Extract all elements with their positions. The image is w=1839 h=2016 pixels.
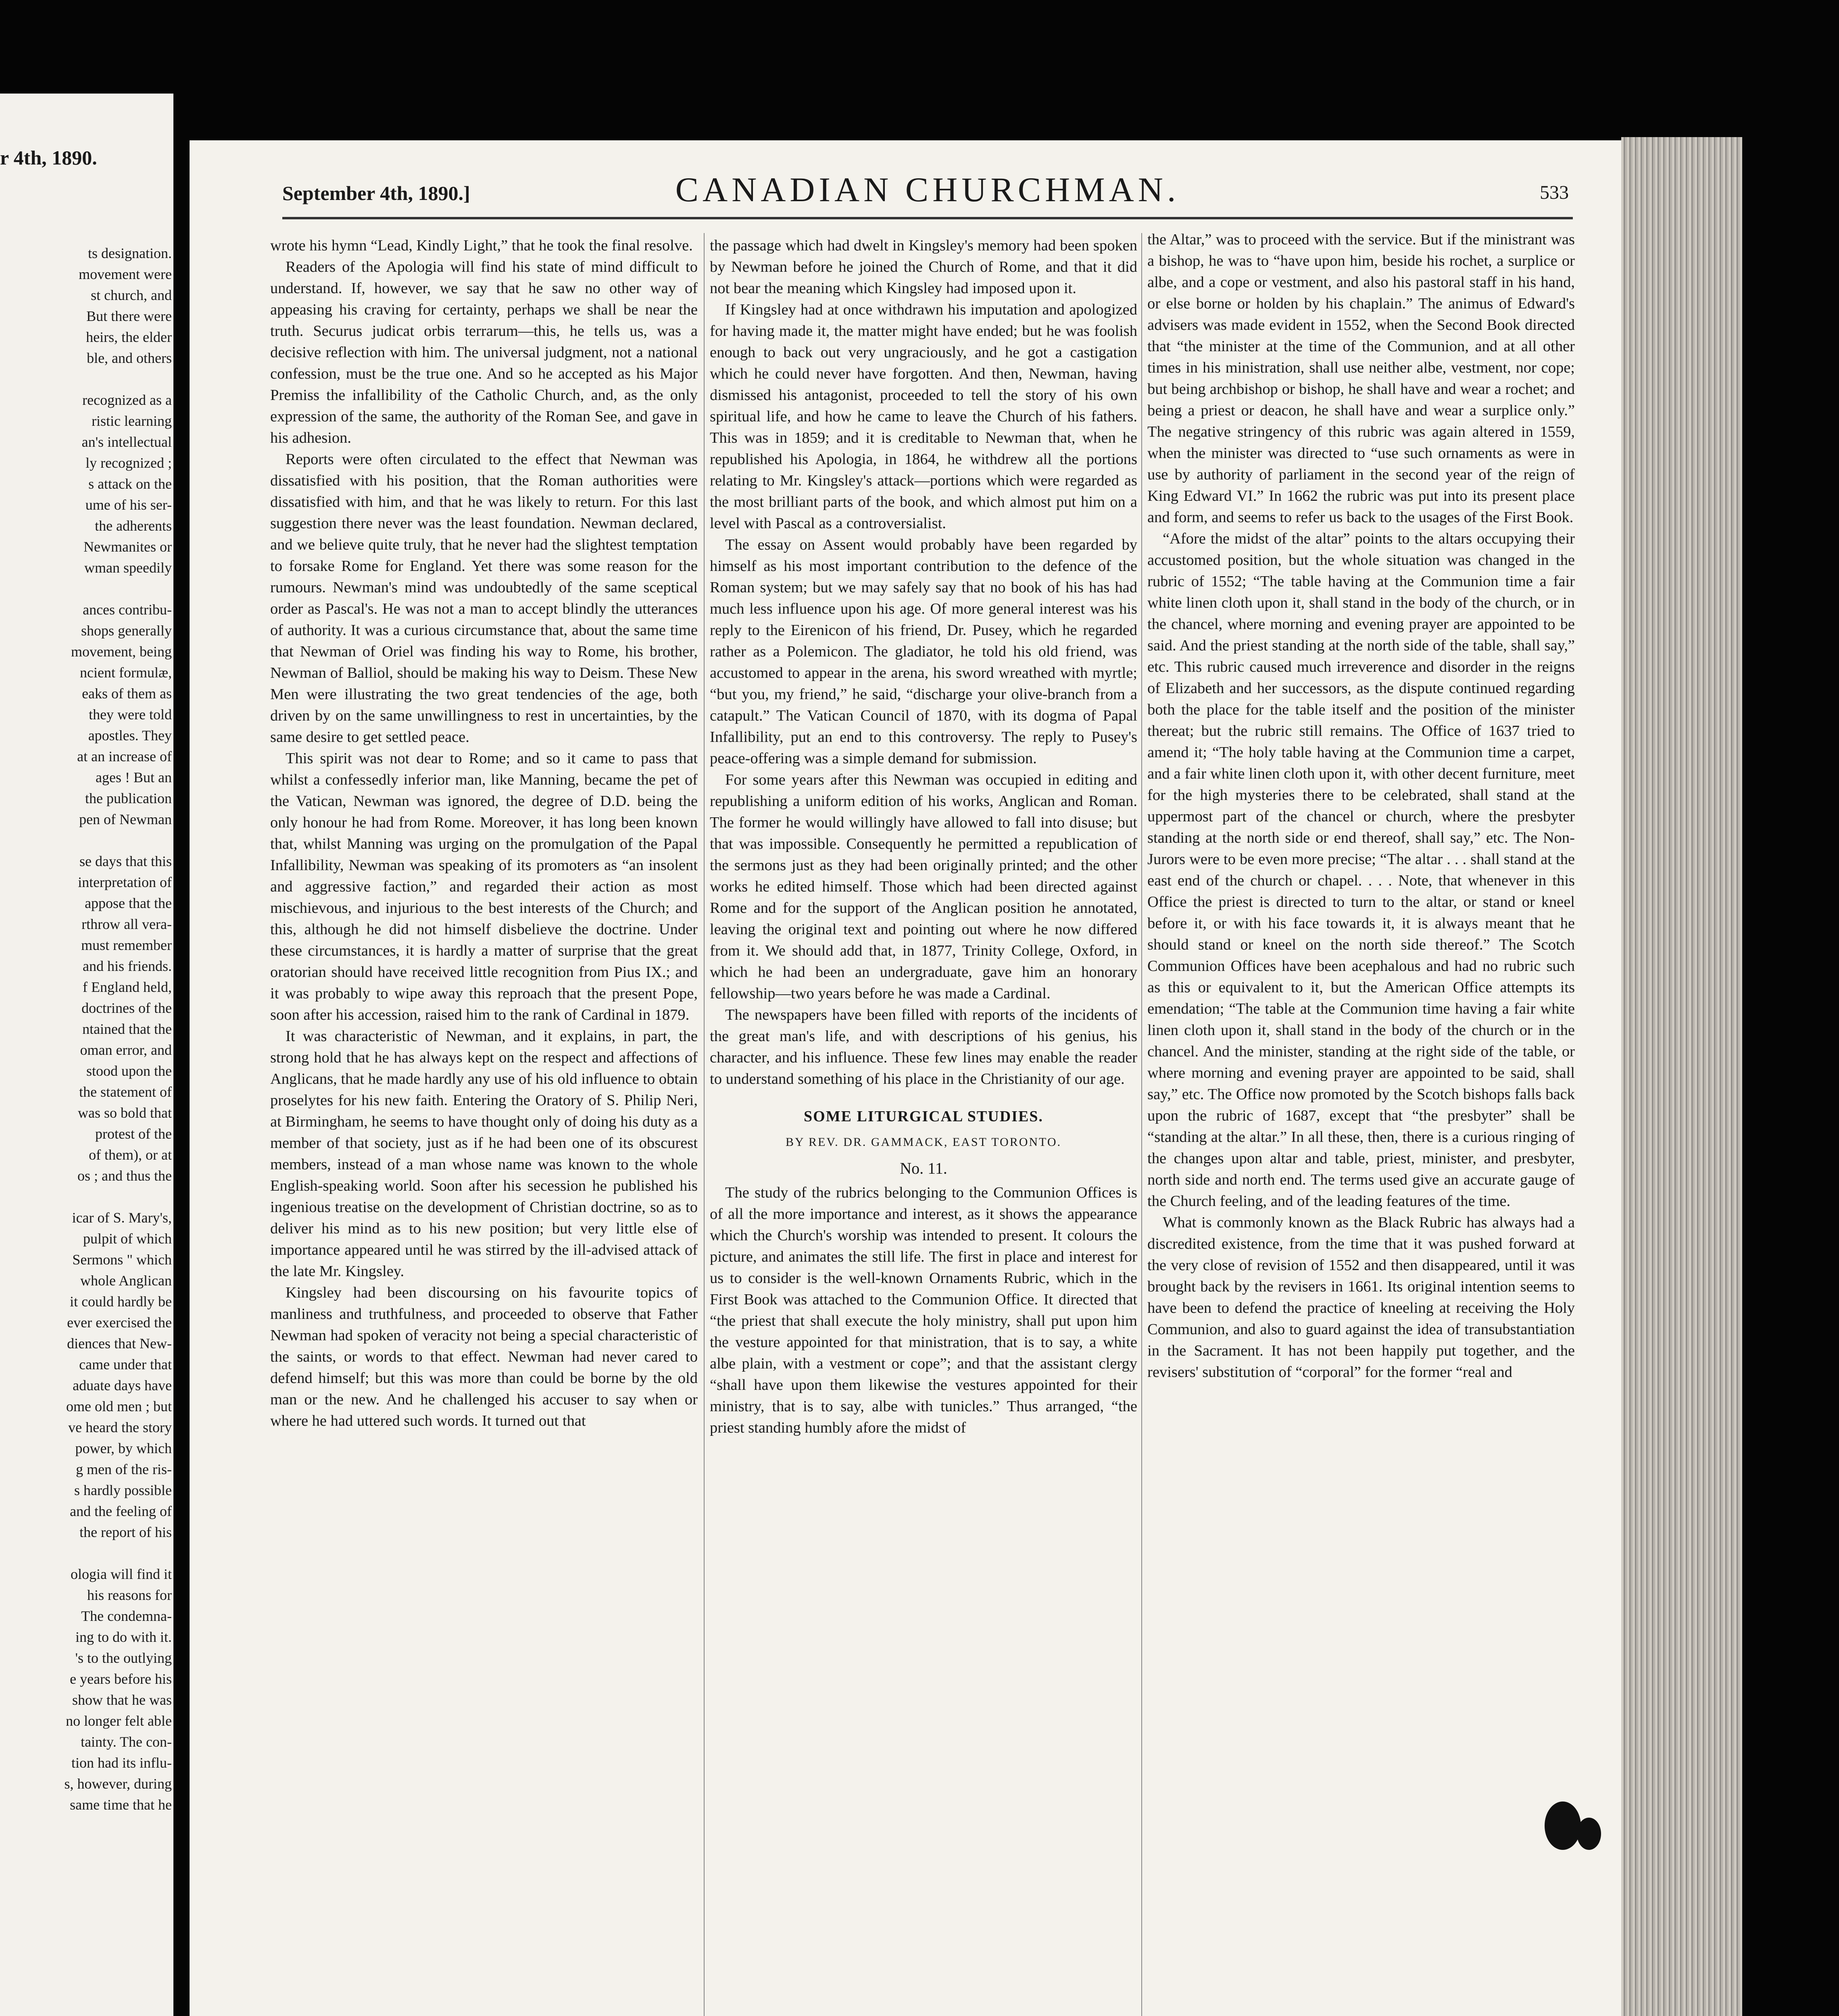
previous-page-line: wman speedily xyxy=(84,560,172,576)
paragraph: The essay on Assent would probably have been regarded by himself as his most important contribution to the defence of the Roman system; but we may safely say that no book of his has had much less influence upon his age. Of more general interest was his reply to the Eirenicon of his friend, Dr. Pusey, which he regarded rather as a Polemicon. The gladiator, he told his old friend, was accustomed to appear in the arena, his sword wreathed with myrtle; “but you, my friend,” he said, “discharge your olive-branch from a catapult.” The Vatican Council of 1870, with its dogma of Papal Infallibility, put an end to this controversy. The reply to Pusey's peace-offering was a simple demand for submission. xyxy=(710,536,1137,767)
previous-page-line: pen of Newman xyxy=(79,811,172,827)
previous-page-line: at an increase of xyxy=(77,748,172,764)
previous-page-line: s, however, during xyxy=(64,1776,172,1792)
paragraph-gap xyxy=(0,369,172,389)
column-1 xyxy=(270,235,698,1432)
previous-page-line: ncient formulæ, xyxy=(80,664,172,681)
previous-page-line: os ; and thus the xyxy=(77,1168,172,1184)
previous-page-line: s hardly possible xyxy=(74,1482,172,1498)
paragraph: The newspapers have been filled with reports of the incidents of the great man's life, and with descriptions of his genius, his character, and his influence. These few lines may enable the reader to understand something of his place in the Christianity of our age. xyxy=(710,1006,1137,1087)
previous-page-line: f England held, xyxy=(83,979,172,995)
paragraph: Kingsley had been discoursing on his favourite topics of manliness and truthfulness, and proceeded to observe that Father Newman had spoken of veracity not being a special characteristic of the saints, or words to that effect. Newman had never cared to defend himself; but this was more than could be borne by the old man or the new. And he challenged his accuser to say when or where he had uttered such words. It turned out that xyxy=(270,1284,698,1429)
previous-page-line: ume of his ser- xyxy=(85,497,172,513)
previous-page-line: it could hardly be xyxy=(70,1293,172,1310)
paragraph: wrote his hymn “Lead, Kindly Light,” that he took the final resolve. xyxy=(270,237,693,254)
previous-page-line: ome old men ; but xyxy=(66,1398,172,1414)
article-number: No. 11. xyxy=(900,1159,947,1177)
previous-page-line: tainty. The con- xyxy=(81,1734,172,1750)
previous-page-line: apostles. They xyxy=(88,727,172,744)
paragraph-gap xyxy=(0,1186,172,1207)
previous-page-line: came under that xyxy=(79,1356,172,1372)
column-2 xyxy=(710,235,1137,1439)
previous-page-line: ble, and others xyxy=(87,350,172,366)
previous-page-line: s attack on the xyxy=(88,476,172,492)
paragraph: For some years after this Newman was occupied in editing and republishing a uniform edition of his works, Anglican and Roman. The former he would willingly have allowed to fall into disuse; but that was impossible. Consequently he permitted a republication of the sermons just as they had been originally printed; and the other works he edited himself. Those which had been directed against Rome and for the support of the Anglican position he annotated, leaving the original text and pointing out where he now differed from it. We should add that, in 1877, Trinity College, Oxford, in which he had been an undergraduate, gave him an honorary fellowship—two years before he was made a Cardinal. xyxy=(710,771,1137,1002)
previous-page-line: pulpit of which xyxy=(83,1231,172,1247)
previous-page-line: interpretation of xyxy=(78,874,172,890)
paragraph: It was characteristic of Newman, and it explains, in part, the strong hold that he has always kept on the respect and affections of Anglicans, that he made hardly any use of his old influence to obtain proselytes for his new faith. Entering the Oratory of S. Philip Neri, at Birmingham, he seems to have thought only of doing his duty as a member of that society, just as if he had been one of its obscurest members, instead of a man whose name was known to the whole English-speaking world. Soon after his secession he published his ingenious treatise on the development of Christian doctrine, so as to deliver his mind as to his new position; but very little else of importance appeared until he was stirred by the ill-advised attack of the late Mr. Kingsley. xyxy=(270,1028,698,1280)
paragraph: “Afore the midst of the altar” points to the altars occupying their accustomed position, but the whole situation was changed in the rubric of 1552; “The table having at the Communion time a fair white linen cloth upon it, shall stand in the body of the church, or in the chancel, where morning and evening prayer are appointed to be said. And the priest standing at the north side of the table, shall say,” etc. This rubric caused much irreverence and disorder in the reigns of Elizabeth and her successors, as the dispute continued regarding both the place for the table itself and the position of the minister thereat; but the rubric still remains. The Office of 1637 tried to amend it; “The holy table having at the Communion time a carpet, and a fair white linen cloth upon it, with other decent furniture, meet for the high mysteries there to be celebrated, shall stand at the uppermost part of the chancel or church, where the presbyter standing at the north side or end thereof, shall say,” etc. The Non-Jurors were to be even more precise; “The altar . . . shall stand at the east end of the church or chapel. . . . Note, that whenever in this Office the priest is directed to turn to the altar, or stand or kneel before it, or with his face towards it, it is always meant that he should stand or kneel on the north side thereof.” The Scotch Communion Offices have been acephalous and had no rubric such as this or equivalent to it, but the American Office attempts its emendation; “The table at the Communion time having a fair white linen cloth upon it, shall stand in the body of the church or in the chancel. And the minister, standing at the right side of the table, or where morning and evening prayer are appointed to be said, shall say,” etc. The Office now promoted by the Scotch bishops falls back upon the rubric of 1687, except that “the presbyter” shall be “standing at the altar.” In all these, then, there is a curious ringing of the changes upon altar and table, priest, minister, and presbyter, north side and north end. The terms used give an accurate gauge of the Church feeling, and of the leading features of the time. xyxy=(1147,530,1575,1210)
previous-page-line: eaks of them as xyxy=(82,685,172,702)
previous-page-line: protest of the xyxy=(95,1126,172,1142)
previous-page-line: the publication xyxy=(85,790,172,806)
paragraph: This spirit was not dear to Rome; and so it came to pass that whilst a confessedly inferior man, like Manning, became the pet of the Vatican, Newman was ignored, the degree of D.D. being the only honour he had from Rome. Moreover, it has long been known that, whilst Manning was urging on the promulgation of the Papal Infallibility, Newman was speaking of its promoters as “an insolent and aggressive faction,” and regarded their action as most mischievous, and injurious to the best interests of the Church; and this, although he did not himself disbelieve the doctrine. Under these circumstances, it is hardly a matter of surprise that the great oratorian should have received little recognition from Pius IX.; and it was probably to wipe away this reproach that the present Pope, soon after his accession, raised him to the rank of Cardinal in 1879. xyxy=(270,750,698,1023)
paragraph: the passage which had dwelt in Kingsley's memory had been spoken by Newman before he joined the Church of Rome, and that it did not bear the meaning which Kingsley had imposed upon it. xyxy=(710,237,1137,297)
previous-page-fragment xyxy=(0,94,173,2016)
column-3 xyxy=(1147,229,1575,1383)
paragraph: the Altar,” was to proceed with the service. But if the ministrant was a bishop, he was to “have upon him, beside his rochet, a surplice or albe, and a cope or vestment, and also his pastoral staff in his hand, or else borne or holden by his chaplain.” The animus of Edward's advisers was made evident in 1552, when the Second Book directed that “the minister at the time of the Communion, and at all other times in his ministration, shall use neither albe, vestment, nor cope; but being archbishop or bishop, he shall have and wear a rochet; and being a priest or deacon, he shall have and wear a surplice only.” The negative stringency of this rubric was again altered in 1559, when the minister was directed to “use such ornaments as were in use by authority of parliament in the second year of the reign of King Edward VI.” In 1662 the rubric was put into its present place and form, and seems to refer us back to the usages of the First Book. xyxy=(1147,231,1575,526)
previous-page-line: ve heard the story xyxy=(68,1419,172,1435)
column-divider xyxy=(704,233,705,2016)
previous-page-line: his reasons for xyxy=(87,1587,172,1603)
previous-page-line: ts designation. xyxy=(88,245,172,261)
previous-page-line: icar of S. Mary's, xyxy=(72,1210,172,1226)
previous-page-line: movement, being xyxy=(71,644,172,660)
previous-page-line: and the feeling of xyxy=(70,1503,172,1519)
liturgical-studies-body xyxy=(710,1182,1137,1439)
previous-page-line: the adherents xyxy=(95,518,172,534)
previous-page-line: The condemna- xyxy=(81,1608,172,1624)
previous-page-line: same time that he xyxy=(70,1797,172,1813)
previous-page-line: the statement of xyxy=(79,1084,172,1100)
issue-date: September 4th, 1890.] xyxy=(282,182,470,204)
masthead xyxy=(282,169,1573,218)
previous-page-line: an's intellectual xyxy=(81,434,172,450)
paragraph: What is commonly known as the Black Rubric has always had a discredited existence, from the time that it was pushed forward at the very close of revision of 1552 and then disappeared, until it was brought back by the revisers in 1661. Its original intention seems to have been to defend the practice of kneeling at receiving the Holy Communion, and also to guard against the idea of transubstantiation in the Sacrament. It has not been happily put together, and the revisers' substitution of “corporal” for the former “real and xyxy=(1147,1214,1575,1381)
previous-page-line: power, by which xyxy=(75,1440,172,1456)
newspaper-title: CANADIAN CHURCHMAN. xyxy=(675,170,1180,209)
previous-page-line: of them), or at xyxy=(89,1147,172,1163)
newspaper-page xyxy=(190,140,1621,2016)
previous-page-line: Newmanites or xyxy=(83,539,172,555)
previous-page-line: ologia will find it xyxy=(71,1566,172,1582)
previous-page-line: doctrines of the xyxy=(81,1000,172,1016)
previous-page-line: recognized as a xyxy=(82,392,172,408)
previous-page-line: ly recognized ; xyxy=(85,455,172,471)
previous-page-line: they were told xyxy=(89,706,172,723)
previous-page-line: appose that the xyxy=(85,895,172,911)
previous-page-line: ntained that the xyxy=(82,1021,172,1037)
paragraph-gap xyxy=(0,578,172,599)
previous-page-line: no longer felt able xyxy=(66,1713,172,1729)
previous-page-line: But there were xyxy=(86,308,172,324)
previous-page-line: show that he was xyxy=(72,1692,172,1708)
previous-page-line: ristic learning xyxy=(92,413,172,429)
previous-page-line: 's to the outlying xyxy=(75,1650,172,1666)
previous-page-line: ances contribu- xyxy=(83,602,172,618)
book-page-edges xyxy=(1621,137,1742,2016)
paragraph: Readers of the Apologia will find his state of mind difficult to understand. If, however, we say that he saw no other way of appeasing his craving for certainty, perhaps we shall be near the truth. Securus judicat orbis terrarum—this, he tells us, was a decisive reflection with him. The universal judgment, not a national confession, must be the true one. And so he accepted as his Major Premiss the infallibility of the Catholic Church, and, as the only expression of the same, the authority of the Roman See, and gave in his adhesion. xyxy=(270,258,698,446)
section-title: SOME LITURGICAL STUDIES. xyxy=(804,1108,1043,1125)
previous-page-line: diences that New- xyxy=(67,1335,172,1352)
previous-page-line: movement were xyxy=(79,266,172,282)
previous-page-line: oman error, and xyxy=(80,1042,172,1058)
header-rule xyxy=(282,217,1573,219)
previous-page-line: shops generally xyxy=(81,623,172,639)
paragraph: Reports were often circulated to the effect that Newman was dissatisfied with his position, that the Roman authorities were dissatisfied with him, and that he was likely to return. For this last suggestion there never was the least foundation. Newman declared, and we believe quite truly, that he never had the slightest temptation to forsake Rome for England. Yet there was some reason for the rumours. Newman's mind was undoubtedly of the same sceptical order as Pascal's. He was not a man to accept blindly the utterances of authority. It was a curious circumstance that, about the same time that Newman of Oriel was finding his way to Rome, his brother, Newman of Balliol, should be making his way to Deism. These New Men were illustrating the two great tendencies of the age, both driven by on the same unwillingness to rest in uncertainties, by the same desire to get settled peace. xyxy=(270,451,698,746)
page-number: 533 xyxy=(1540,182,1569,203)
ink-stain xyxy=(1577,1818,1601,1850)
previous-page-line: st church, and xyxy=(91,287,172,303)
previous-page-line: Sermons " which xyxy=(72,1252,172,1268)
ink-stain xyxy=(1545,1801,1581,1850)
previous-page-line: ages ! But an xyxy=(96,769,172,785)
paragraph-gap xyxy=(0,1543,172,1564)
previous-page-line: se days that this xyxy=(79,853,172,869)
previous-page-header: r 4th, 1890. xyxy=(0,146,97,169)
paragraph: If Kingsley had at once withdrawn his imputation and apologized for having made it, the matter might have ended; but he was foolish enough to back out very ungraciously, and he got a castigation which he could never have forgotten. And then, Newman, having dismissed his antagonist, proceeded to tell the story of his own spiritual life, and how he came to leave the Church of his fathers. This was in 1859; and it is creditable to Newman that, when he republished his Apologia, in 1864, he withdrew all the portions relating to Mr. Kingsley's attack—portions which were regarded as the most brilliant parts of the book, and which almost put him on a level with Pascal as a controversialist. xyxy=(710,301,1137,532)
previous-page-line: must remember xyxy=(81,937,172,953)
previous-page-line: the report of his xyxy=(79,1524,172,1540)
previous-page-line: whole Anglican xyxy=(80,1272,172,1289)
previous-page-line: stood upon the xyxy=(86,1063,172,1079)
previous-page-line: and his friends. xyxy=(83,958,172,974)
previous-page-line: ing to do with it. xyxy=(75,1629,172,1645)
author-byline: BY REV. DR. GAMMACK, EAST TORONTO. xyxy=(785,1135,1062,1149)
paragraph-gap xyxy=(0,830,172,851)
previous-page-line: e years before his xyxy=(70,1671,172,1687)
column-divider xyxy=(1141,233,1142,2016)
previous-page-line: ever exercised the xyxy=(67,1314,172,1331)
previous-page-line: tion had its influ- xyxy=(71,1755,172,1771)
previous-page-line: rthrow all vera- xyxy=(81,916,172,932)
previous-page-line: was so bold that xyxy=(78,1105,172,1121)
newman-article-continuation xyxy=(710,235,1137,1090)
previous-page-line: heirs, the elder xyxy=(86,329,172,345)
previous-page-text xyxy=(0,243,172,1815)
paragraph: The study of the rubrics belonging to the Communion Offices is of all the more importance and interest, as it shows the appearance which the Church's worship was intended to present. It colours the picture, and animates the still life. The first in place and interest for us to consider is the well-known Ornaments Rubric, which in the First Book was attached to the Communion Office. It directed that “the priest that shall execute the holy ministry, shall put upon him the vesture appointed for that ministration, that is to say, a white albe plain, with a vestment or cope”; and that the assistant clergy “shall have upon them likewise the vestures appointed for their ministry, that is to say, albe with tunicles.” Thus arranged, “the priest standing humbly afore the midst of xyxy=(710,1184,1137,1436)
previous-page-line: g men of the ris- xyxy=(76,1461,172,1477)
previous-page-line: aduate days have xyxy=(73,1377,172,1393)
